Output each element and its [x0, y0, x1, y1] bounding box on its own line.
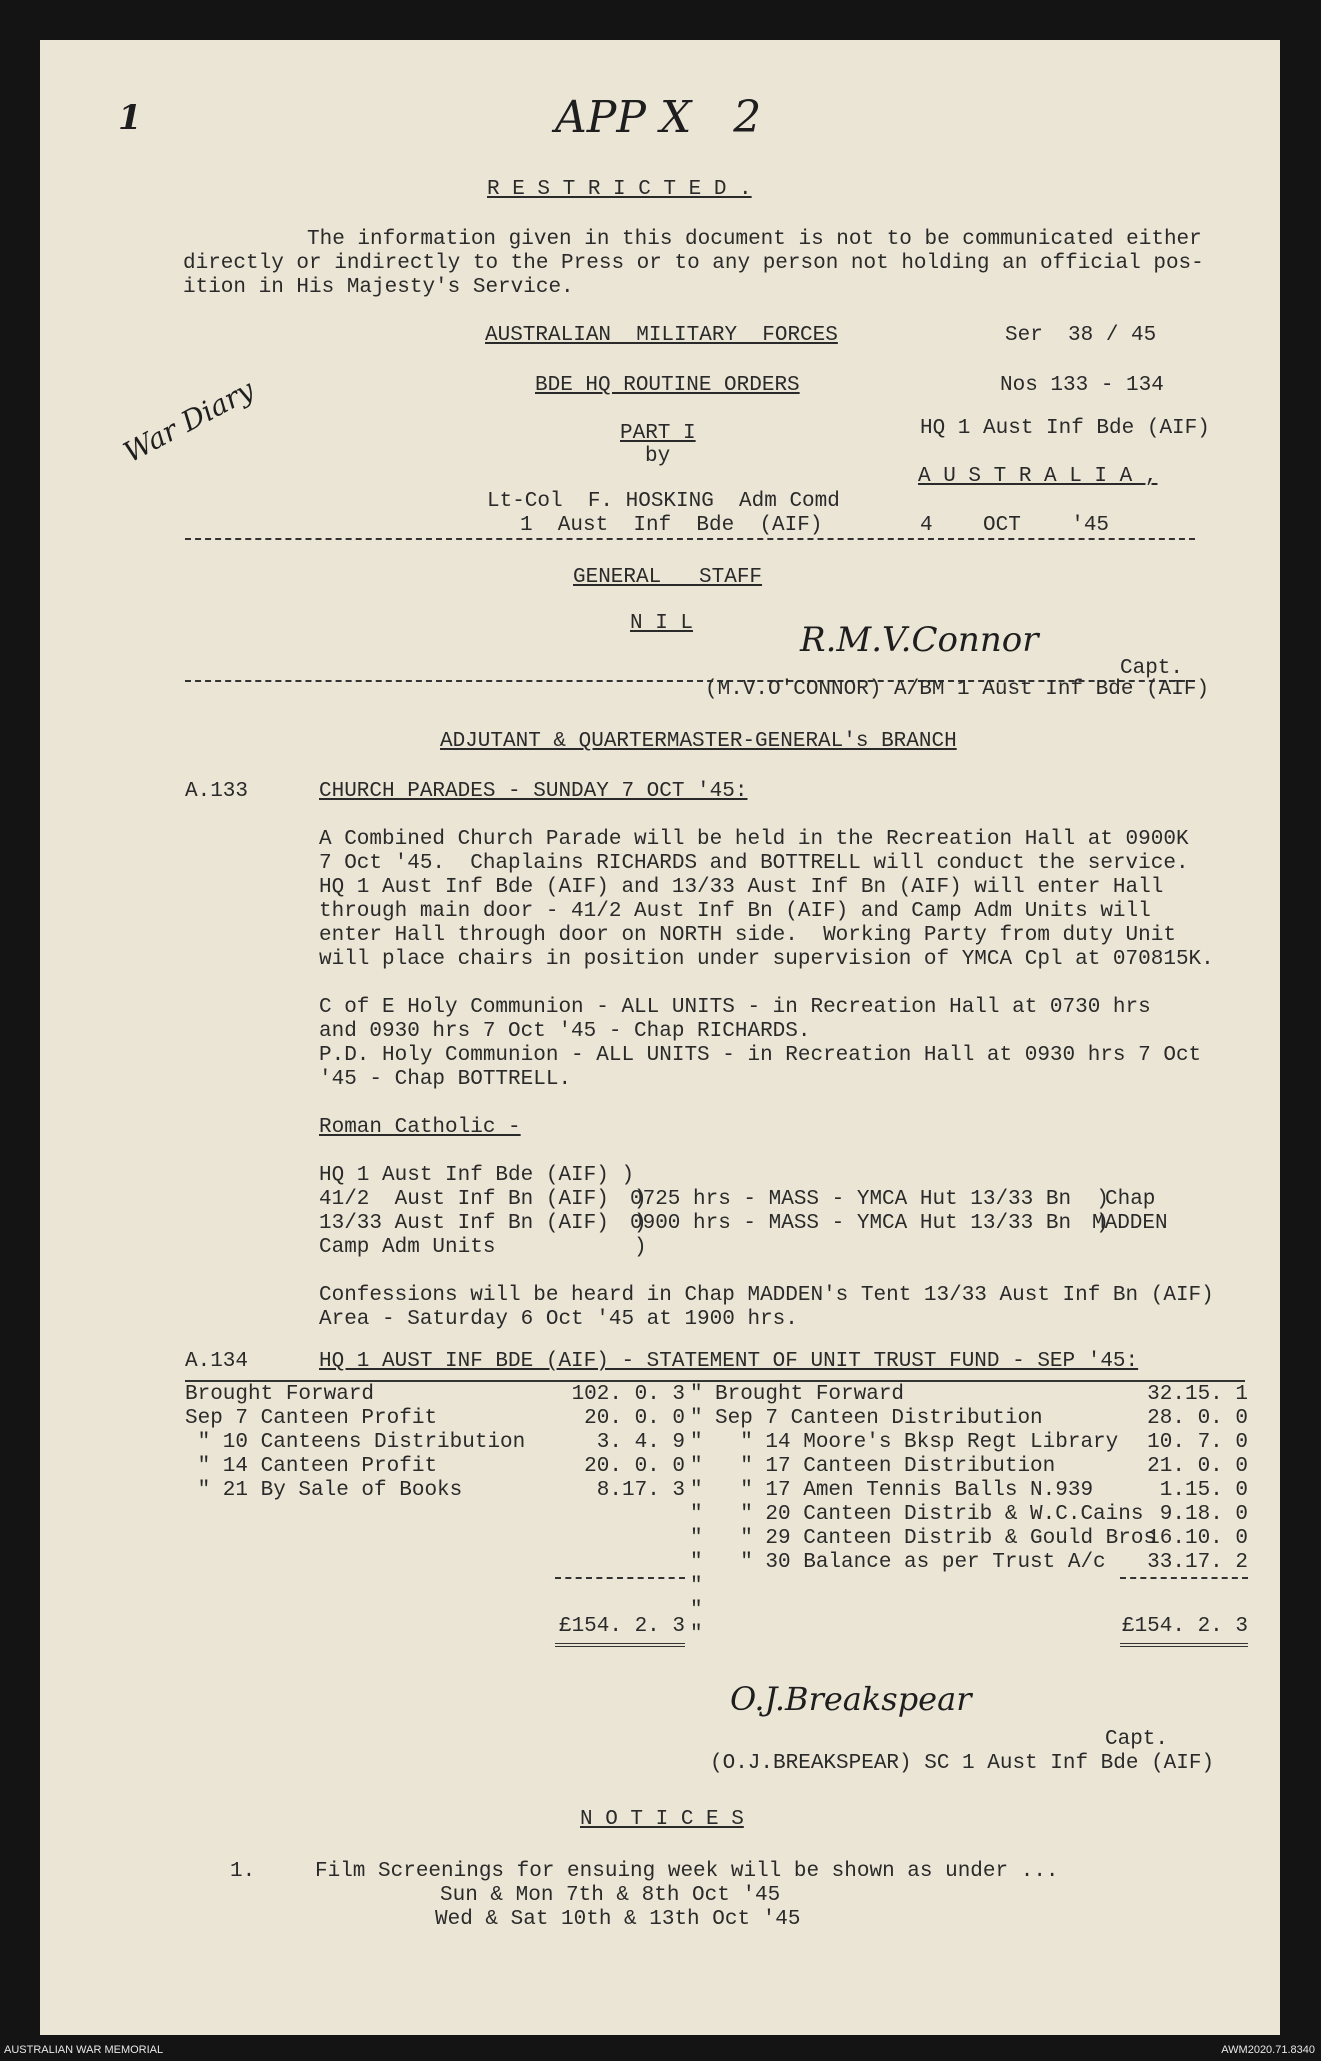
item-title-133: CHURCH PARADES - SUNDAY 7 OCT '45:	[319, 780, 748, 803]
general-staff-title: GENERAL STAFF	[573, 566, 763, 589]
order-numbers: Nos 133 - 134	[1000, 374, 1164, 397]
notice-line-1: The information given in this document is not to be communicated either	[307, 228, 1202, 251]
right-amount-7: 16.10. 0	[1147, 1527, 1248, 1550]
para1-line-6: will place chairs in position under supervision of YMCA Cpl at 070815K.	[319, 948, 1214, 971]
serial-number: Ser 38 / 45	[1005, 324, 1157, 347]
right-total-rule	[1120, 1643, 1248, 1647]
commander-line-2: 1 Aust Inf Bde (AIF)	[520, 514, 823, 537]
rc-unit-1: HQ 1 Aust Inf Bde (AIF) )	[319, 1164, 635, 1187]
by-label: by	[645, 445, 671, 468]
notice-number-1: 1.	[230, 1860, 256, 1883]
hq-title: HQ 1 Aust Inf Bde (AIF)	[920, 417, 1210, 440]
right-label-8: " 30 Balance as per Trust A/c	[715, 1551, 1106, 1574]
appendix-note: APP X 2	[555, 92, 762, 143]
left-total: £154. 2. 3	[558, 1615, 685, 1638]
right-amount-5: 1.15. 0	[1159, 1479, 1248, 1502]
signature-block-1: (M.V.O'CONNOR) A/BM 1 Aust Inf Bde (AIF)	[705, 678, 1210, 701]
right-amount-3: 10. 7. 0	[1147, 1431, 1248, 1454]
para1-line-1: A Combined Church Parade will be held in the Recreation Hall at 0900K	[319, 828, 1189, 851]
confessions-line-1: Confessions will be heard in Chap MADDEN's Tent 13/33 Aust Inf Bn (AIF)	[319, 1284, 1214, 1307]
right-amount-1: 32.15. 1	[1147, 1383, 1248, 1406]
document-page	[40, 40, 1280, 2035]
left-subtotal-rule	[555, 1577, 685, 1579]
war-diary-note: War Diary	[118, 373, 260, 470]
para2-line-2: and 0930 hrs 7 Oct '45 - Chap RICHARDS.	[319, 1020, 811, 1043]
notice-line-film: Film Screenings for ensuing week will be shown as under ...	[315, 1860, 1059, 1883]
item-number-134: A.134	[185, 1350, 249, 1373]
notice-line-wed-sat: Wed & Sat 10th & 13th Oct '45	[435, 1908, 801, 1931]
rc-unit-4: Camp Adm Units )	[319, 1236, 647, 1259]
signature-oconnor: R.M.V.Connor	[800, 620, 1039, 660]
right-subtotal-rule	[1120, 1577, 1248, 1579]
restricted-heading: R E S T R I C T E D .	[487, 178, 752, 201]
signature-breakspear: O.J.Breakspear	[730, 1680, 972, 1718]
right-label-5: " 17 Amen Tennis Balls N.939	[715, 1479, 1094, 1502]
right-amount-4: 21. 0. 0	[1147, 1455, 1248, 1478]
corner-mark: 1	[118, 98, 142, 138]
footer-right: AWM2020.71.8340	[1221, 2044, 1315, 2056]
aqmg-title: ADJUTANT & QUARTERMASTER-GENERAL's BRANCH	[440, 730, 957, 753]
roman-catholic-title: Roman Catholic -	[319, 1116, 521, 1139]
fund-table-top-rule	[185, 1380, 1245, 1382]
column-divider: " " " " " " " " " " "	[690, 1383, 703, 1646]
para1-line-2: 7 Oct '45. Chaplains RICHARDS and BOTTRELL will conduct the service.	[319, 852, 1189, 875]
left-label-4: " 14 Canteen Profit	[185, 1455, 438, 1478]
para2-line-1: C of E Holy Communion - ALL UNITS - in Recreation Hall at 0730 hrs	[319, 996, 1151, 1019]
location: A U S T R A L I A ,	[918, 465, 1158, 488]
right-label-6: " 20 Canteen Distrib & W.C.Cains	[715, 1503, 1144, 1526]
rc-mass-1: 0725 hrs - MASS - YMCA Hut 13/33 Bn )	[630, 1188, 1109, 1211]
left-amount-2: 20. 0. 0	[584, 1407, 685, 1430]
left-total-rule	[555, 1643, 685, 1647]
left-amount-5: 8.17. 3	[596, 1479, 685, 1502]
orders-title: BDE HQ ROUTINE ORDERS	[535, 374, 800, 397]
item-title-134: HQ 1 AUST INF BDE (AIF) - STATEMENT OF UNIT TRUST FUND - SEP '45:	[319, 1350, 1139, 1373]
item-number-133: A.133	[185, 780, 249, 803]
forces-title: AUSTRALIAN MILITARY FORCES	[485, 324, 838, 347]
capt-label-1: Capt.	[1120, 657, 1184, 680]
right-amount-2: 28. 0. 0	[1147, 1407, 1248, 1430]
nil-text: N I L	[630, 612, 694, 635]
right-label-7: " 29 Canteen Distrib & Gould Bros	[715, 1527, 1157, 1550]
left-label-1: Brought Forward	[185, 1383, 375, 1406]
right-amount-8: 33.17. 2	[1147, 1551, 1248, 1574]
notices-title: N O T I C E S	[580, 1808, 744, 1831]
right-label-2: Sep 7 Canteen Distribution	[715, 1407, 1043, 1430]
footer-left: AUSTRALIAN WAR MEMORIAL	[4, 2044, 164, 2056]
signature-block-2: (O.J.BREAKSPEAR) SC 1 Aust Inf Bde (AIF)	[710, 1752, 1215, 1775]
header-divider	[185, 538, 1195, 540]
right-label-1: Brought Forward	[715, 1383, 905, 1406]
right-amount-6: 9.18. 0	[1159, 1503, 1248, 1526]
part-title: PART I	[620, 422, 696, 445]
para2-line-4: '45 - Chap BOTTRELL.	[319, 1068, 572, 1091]
left-label-5: " 21 By Sale of Books	[185, 1479, 463, 1502]
para1-line-4: through main door - 41/2 Aust Inf Bn (AIF) and Camp Adm Units will	[319, 900, 1151, 923]
rc-unit-3: 13/33 Aust Inf Bn (AIF) )	[319, 1212, 647, 1235]
right-total: £154. 2. 3	[1121, 1615, 1248, 1638]
left-label-2: Sep 7 Canteen Profit	[185, 1407, 438, 1430]
rc-mass-2: 0900 hrs - MASS - YMCA Hut 13/33 Bn )	[630, 1212, 1109, 1235]
rc-chap-1: Chap	[1105, 1188, 1156, 1211]
capt-label-2: Capt.	[1105, 1728, 1169, 1751]
right-label-3: " 14 Moore's Bksp Regt Library	[715, 1431, 1119, 1454]
left-label-3: " 10 Canteens Distribution	[185, 1431, 526, 1454]
confessions-line-2: Area - Saturday 6 Oct '45 at 1900 hrs.	[319, 1308, 798, 1331]
rc-unit-2: 41/2 Aust Inf Bn (AIF) )	[319, 1188, 647, 1211]
left-amount-1: 102. 0. 3	[571, 1383, 685, 1406]
left-amount-4: 20. 0. 0	[584, 1455, 685, 1478]
para2-line-3: P.D. Holy Communion - ALL UNITS - in Recreation Hall at 0930 hrs 7 Oct	[319, 1044, 1202, 1067]
para1-line-3: HQ 1 Aust Inf Bde (AIF) and 13/33 Aust Inf Bn (AIF) will enter Hall	[319, 876, 1164, 899]
commander-line-1: Lt-Col F. HOSKING Adm Comd	[487, 490, 840, 513]
notice-line-sun-mon: Sun & Mon 7th & 8th Oct '45	[440, 1884, 781, 1907]
notice-line-3: ition in His Majesty's Service.	[183, 276, 574, 299]
order-date: 4 OCT '45	[920, 514, 1110, 537]
right-label-4: " 17 Canteen Distribution	[715, 1455, 1056, 1478]
para1-line-5: enter Hall through door on NORTH side. Working Party from duty Unit	[319, 924, 1176, 947]
left-amount-3: 3. 4. 9	[596, 1431, 685, 1454]
notice-line-2: directly or indirectly to the Press or to any person not holding an official pos-	[183, 252, 1204, 275]
rc-chap-2: MADDEN	[1092, 1212, 1168, 1235]
